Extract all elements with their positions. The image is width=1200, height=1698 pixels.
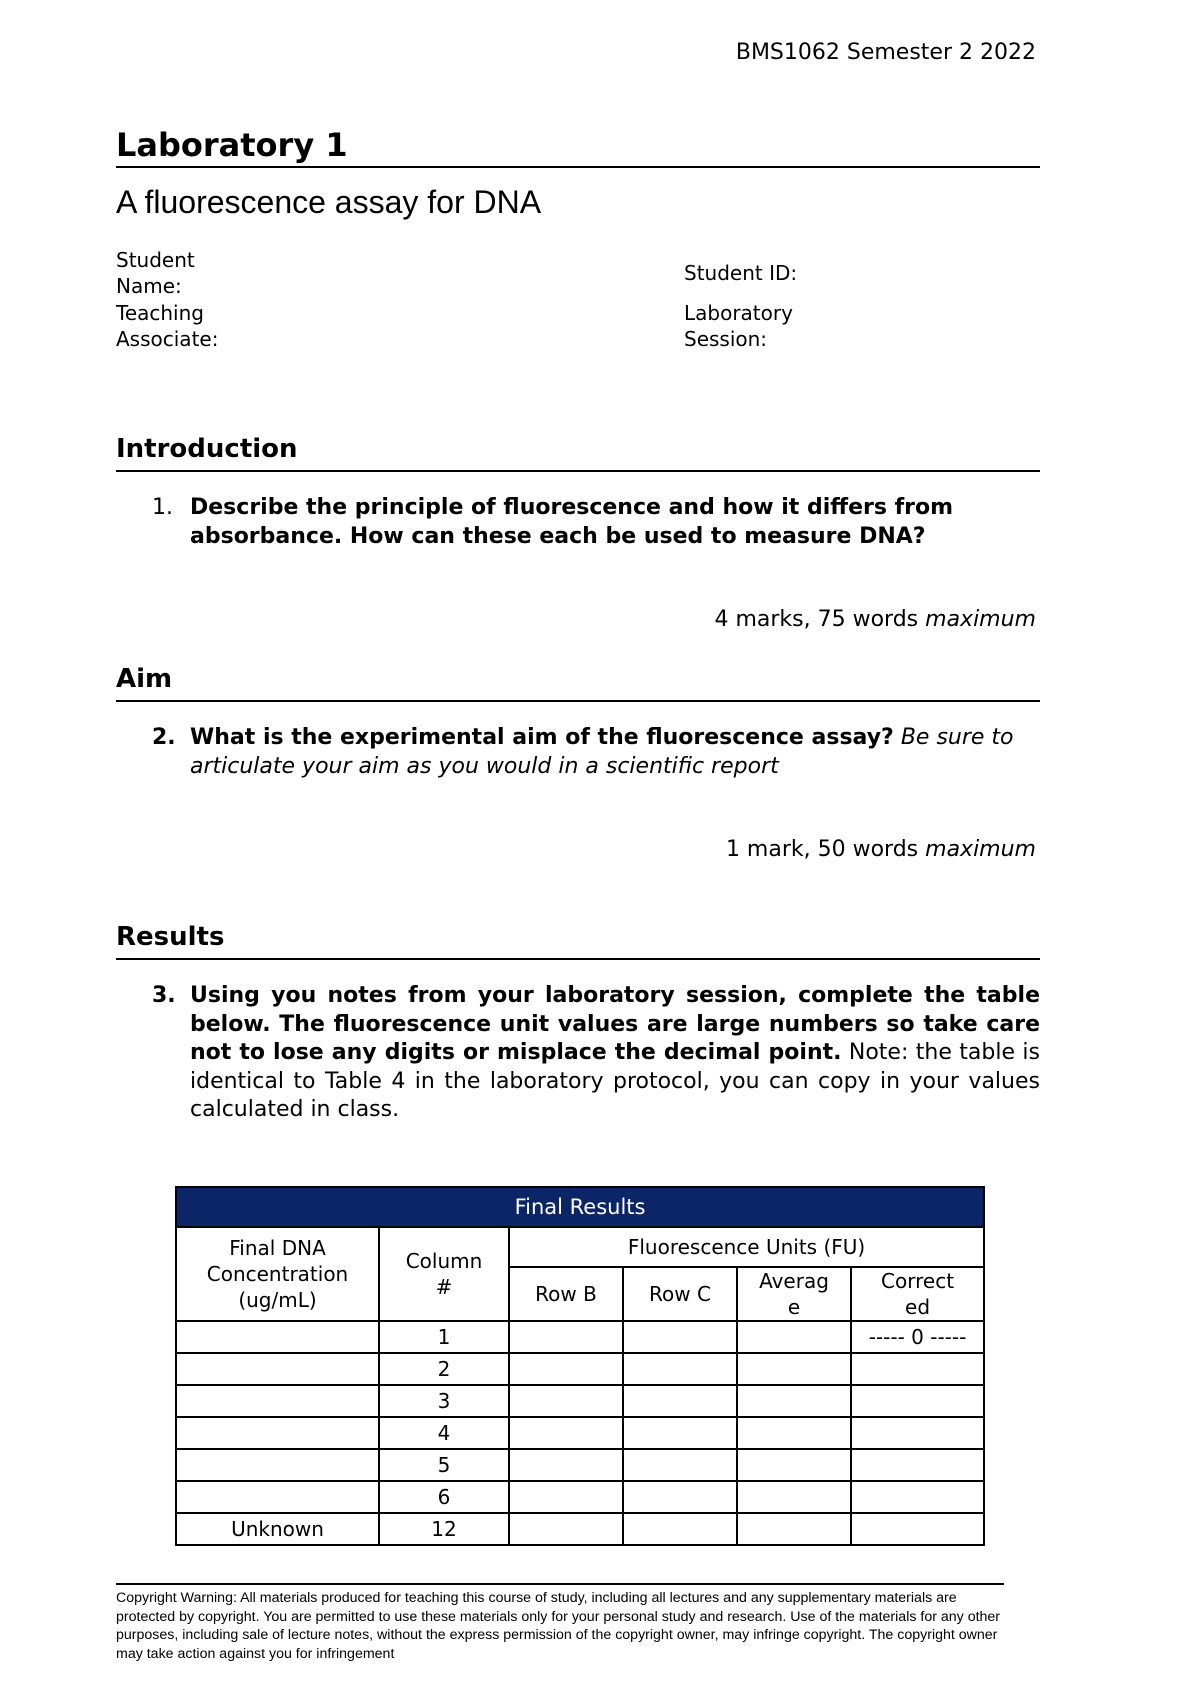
- cell-corrected[interactable]: [851, 1417, 984, 1449]
- lab-session-label: Laboratory Session:: [684, 301, 793, 351]
- header-corrected: Correct ed: [851, 1267, 984, 1321]
- header-column-number: Column #: [379, 1227, 509, 1321]
- table-row: [176, 1353, 984, 1385]
- cell-concentration: Unknown: [176, 1513, 379, 1545]
- footer-rule: [116, 1583, 1004, 1585]
- cell-column: 12: [379, 1513, 509, 1545]
- header-row-b: Row B: [509, 1267, 623, 1321]
- cell-row-b[interactable]: [509, 1417, 623, 1449]
- aim-rule: [116, 700, 1040, 702]
- course-header: BMS1062 Semester 2 2022: [735, 40, 1036, 65]
- copyright-warning: Copyright Warning: All materials produced for teaching this course of study, including all lectures and any supplementary materials are protected by copyright. You are permitted to use these materials only for your personal study and research. Use of the materials for any other purposes, including sale of lecture notes, without the express permission of the copyright owner, may infringe copyright. The copyright owner may take action against you for infringement: [116, 1590, 1001, 1662]
- cell-corrected[interactable]: [851, 1353, 984, 1385]
- teaching-associate-label: Teaching Associate:: [116, 301, 219, 351]
- student-name-label: Student Name:: [116, 248, 195, 298]
- student-id-label: Student ID:: [684, 261, 798, 285]
- header-average: Averag e: [737, 1267, 851, 1321]
- cell-row-b[interactable]: [509, 1321, 623, 1353]
- table-row: [176, 1385, 984, 1417]
- cell-average[interactable]: [737, 1321, 851, 1353]
- cell-concentration[interactable]: [176, 1417, 379, 1449]
- cell-average[interactable]: [737, 1513, 851, 1545]
- section-results: Results: [116, 922, 225, 952]
- section-aim: Aim: [116, 664, 173, 694]
- final-results-table: [175, 1186, 985, 1546]
- cell-row-c[interactable]: [623, 1385, 737, 1417]
- introduction-rule: [116, 470, 1040, 472]
- cell-concentration[interactable]: [176, 1353, 379, 1385]
- cell-row-b[interactable]: [509, 1481, 623, 1513]
- lab-subtitle: A fluorescence assay for DNA: [116, 184, 542, 220]
- cell-column: 2: [379, 1353, 509, 1385]
- cell-average[interactable]: [737, 1481, 851, 1513]
- cell-column: 1: [379, 1321, 509, 1353]
- cell-concentration[interactable]: [176, 1385, 379, 1417]
- cell-column: 5: [379, 1449, 509, 1481]
- cell-average[interactable]: [737, 1449, 851, 1481]
- cell-row-c[interactable]: [623, 1417, 737, 1449]
- cell-row-b[interactable]: [509, 1513, 623, 1545]
- question-3-text: Using you notes from your laboratory session, complete the table below. The fluorescence unit values are large numbers so take care not to lose any digits or misplace the decimal point.: [190, 983, 1040, 1065]
- cell-concentration[interactable]: [176, 1321, 379, 1353]
- table-row: [176, 1321, 984, 1353]
- question-1-text: Describe the principle of fluorescence and how it differs from absorbance. How can these each be used to measure DNA?: [190, 495, 954, 549]
- question-1: 1. Describe the principle of fluorescence and how it differs from absorbance. How can these each be used to measure DNA?: [152, 494, 1040, 551]
- cell-corrected[interactable]: [851, 1513, 984, 1545]
- cell-average[interactable]: [737, 1417, 851, 1449]
- cell-row-b[interactable]: [509, 1385, 623, 1417]
- table-row: [176, 1481, 984, 1513]
- cell-corrected[interactable]: [851, 1449, 984, 1481]
- question-2: 2. What is the experimental aim of the fluorescence assay? Be sure to articulate your aim as you would in a scientific report: [152, 725, 1014, 779]
- results-rule: [116, 958, 1040, 960]
- cell-row-c[interactable]: [623, 1353, 737, 1385]
- title-rule: [116, 166, 1040, 168]
- question-1-marks: 4 marks, 75 words maximum: [714, 607, 1036, 632]
- table-row: [176, 1417, 984, 1449]
- cell-corrected: ----- 0 -----: [851, 1321, 984, 1353]
- header-concentration: Final DNA Concentration (ug/mL): [176, 1227, 379, 1321]
- table-row: [176, 1449, 984, 1481]
- cell-concentration[interactable]: [176, 1481, 379, 1513]
- cell-average[interactable]: [737, 1385, 851, 1417]
- section-introduction: Introduction: [116, 434, 298, 464]
- cell-row-c[interactable]: [623, 1449, 737, 1481]
- cell-row-c[interactable]: [623, 1481, 737, 1513]
- question-2-instruction: Be sure to articulate your aim as you would in a scientific report: [190, 725, 1014, 779]
- cell-row-b[interactable]: [509, 1449, 623, 1481]
- cell-corrected[interactable]: [851, 1385, 984, 1417]
- cell-row-c[interactable]: [623, 1321, 737, 1353]
- header-row-c: Row C: [623, 1267, 737, 1321]
- question-3: 3. Using you notes from your laboratory session, complete the table below. The fluorescence unit values are large numbers so take care not to lose any digits or misplace the decimal point. Note: the table is identical to Table 4 in the laboratory protocol, you can copy in your values calculated in class.: [152, 983, 1040, 1122]
- question-2-marks: 1 mark, 50 words maximum: [725, 837, 1036, 862]
- cell-row-b[interactable]: [509, 1353, 623, 1385]
- lab-title: Laboratory 1: [116, 126, 348, 164]
- cell-average[interactable]: [737, 1353, 851, 1385]
- cell-column: 6: [379, 1481, 509, 1513]
- cell-column: 4: [379, 1417, 509, 1449]
- cell-column: 3: [379, 1385, 509, 1417]
- cell-concentration[interactable]: [176, 1449, 379, 1481]
- question-2-text: What is the experimental aim of the fluorescence assay?: [190, 725, 894, 750]
- question-3-note: Note: the table is identical to Table 4 in the laboratory protocol, you can copy in your values calculated in class.: [190, 1040, 1040, 1122]
- cell-corrected[interactable]: [851, 1481, 984, 1513]
- header-fluorescence-units: Fluorescence Units (FU): [509, 1227, 984, 1267]
- table-title: Final Results: [176, 1187, 984, 1227]
- cell-row-c[interactable]: [623, 1513, 737, 1545]
- table-row: [176, 1513, 984, 1545]
